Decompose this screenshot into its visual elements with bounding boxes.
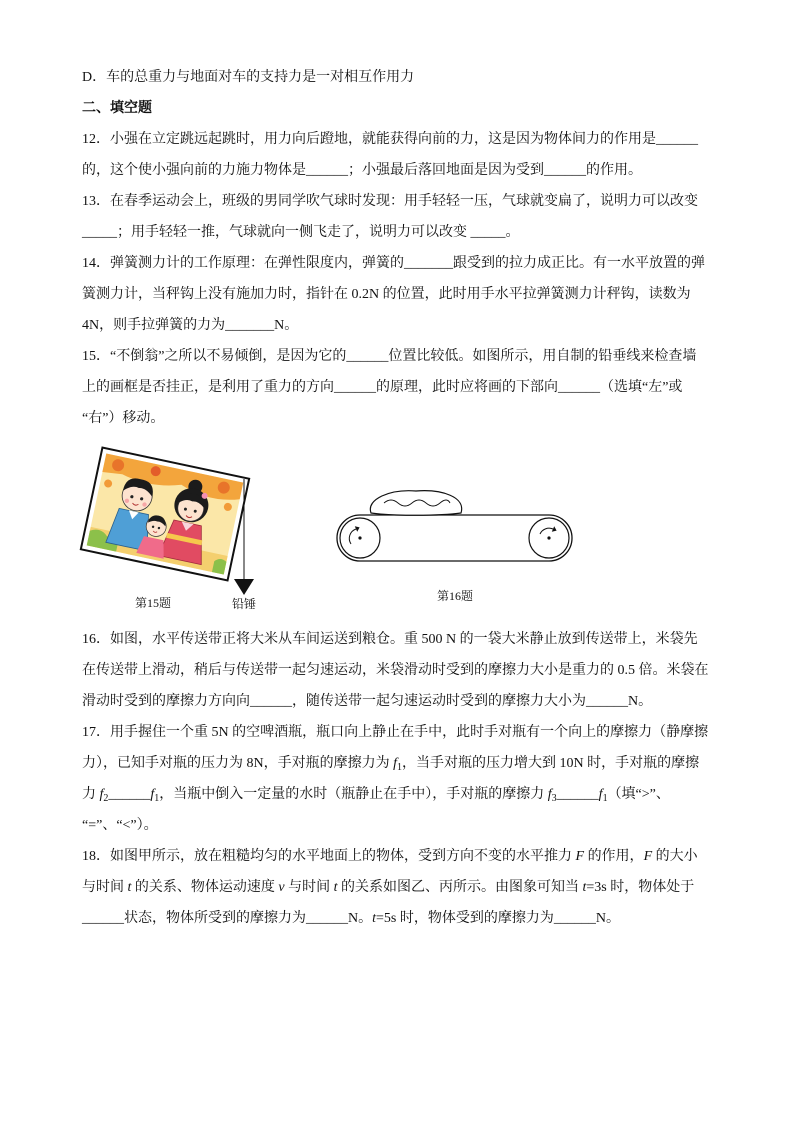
q18-line-1 xyxy=(82,841,709,872)
q15-line-1: 15．“不倒翁”之所以不易倾倒，是因为它的______位置比较低。如图所示，用自制的铅垂线来检查墙 xyxy=(82,349,697,364)
q17-line-4: “=”、“<”）。 xyxy=(82,818,158,833)
q17-line-3-text-b: ，当瓶中倒入一定量的水时（瓶静止在手中），手对瓶的摩擦力 xyxy=(159,787,548,802)
q17-line-1: 17．用手握住一个重 5N 的空啤酒瓶，瓶口向上静止在手中，此时手对瓶有一个向上的摩擦力（静摩擦 xyxy=(82,725,709,740)
picture-frame xyxy=(81,448,249,581)
variable-f: f xyxy=(150,787,155,802)
q13-line-1: 13．在春季运动会上，班级的男同学吹气球时发现：用手轻轻一压，气球就变扁了，说明力可以改变 xyxy=(82,194,698,209)
text-block-upper xyxy=(82,62,705,434)
right-pulley-rotation-arrow-icon xyxy=(540,528,553,534)
q18-line-3-text-b: =5s 时，物体受到的摩擦力为______N。 xyxy=(376,911,620,926)
q12-line-2: 的，这个使小强向前的力施力物体是______；小强最后落回地面是因为受到______的作用。 xyxy=(82,163,642,178)
variable-t: t xyxy=(582,880,587,895)
q18-line-1-text-c: 的大小 xyxy=(652,849,698,864)
figure-16-caption: 第16题 xyxy=(436,589,474,603)
q14-line-2: 簧测力计，当秤钩上没有施加力时，指针在 0.2N 的位置，此时用手水平拉弹簧测力计秤钩，读数为 xyxy=(82,287,691,302)
q13-line-2: _____；用手轻轻一推，气球就向一侧飞走了，说明力可以改变 _____。 xyxy=(82,225,520,240)
right-pulley xyxy=(529,518,569,558)
variable-t: t xyxy=(372,911,377,926)
variable-t: t xyxy=(127,880,132,895)
q17-line-2-text-b: ，当手对瓶的压力增大到 10N 时，手对瓶的摩擦 xyxy=(402,756,700,771)
subscript: 1 xyxy=(602,793,608,804)
q18-line-2-text-a: 与时间 xyxy=(82,880,128,895)
plumb-bob-label: 铅锤 xyxy=(231,597,257,611)
figure-15 xyxy=(81,448,256,611)
figure-15-caption: 第15题 xyxy=(134,596,172,610)
q18-line-2-text-c: 与时间 xyxy=(284,880,334,895)
subscript: 1 xyxy=(154,793,160,804)
q14-line-1: 14．弹簧测力计的工作原理：在弹性限度内，弹簧的_______跟受到的拉力成正比。有一水平放置的弹 xyxy=(82,256,705,271)
q15-line-2: 上的画框是否挂正，是利用了重力的方向______的原理，此时应将画的下部向______（选填“左”或 xyxy=(82,380,683,395)
option-d-text: D．车的总重力与地面对车的支持力是一对相互作用力 xyxy=(82,70,415,85)
variable-F: F xyxy=(575,849,585,864)
variable-f: f xyxy=(393,756,397,771)
variable-f: f xyxy=(99,787,104,802)
left-pulley-rotation-arrow-icon xyxy=(349,529,356,544)
subscript: 1 xyxy=(397,762,402,773)
answer-blank: ______ xyxy=(108,787,151,802)
q17-line-3-text-a: 力 xyxy=(82,787,100,802)
figure-16 xyxy=(337,491,572,603)
q17-line-3 xyxy=(82,779,709,810)
q14-line-3: 4N，则手拉弹簧的力为_______N。 xyxy=(82,318,299,333)
plumb-bob xyxy=(234,579,254,595)
q17-line-3-text-c: （填“>”、 xyxy=(607,787,670,802)
text-block-lower xyxy=(82,624,709,934)
q18-line-3-text-a: ______状态，物体所受到的摩擦力为______N。 xyxy=(82,911,373,926)
q16-line-3: 滑动时受到的摩擦力方向向______，随传送带一起匀速运动时受到的摩擦力大小为______N。 xyxy=(82,694,653,709)
q15-line-3: “右”）移动。 xyxy=(82,411,165,426)
q18-line-3 xyxy=(82,903,709,934)
q18-line-1-text-a: 18．如图甲所示，放在粗糙均匀的水平地面上的物体，受到方向不变的水平推力 xyxy=(82,849,576,864)
variable-f: f xyxy=(598,787,603,802)
variable-f: f xyxy=(547,787,552,802)
q16-line-2: 在传送带上滑动，稍后与传送带一起匀速运动，米袋滑动时受到的摩擦力大小是重力的 0.5 倍。米袋在 xyxy=(82,663,709,678)
variable-v: v xyxy=(278,880,285,895)
section-title: 二、填空题 xyxy=(82,101,152,116)
q12-line-1: 12．小强在立定跳远起跳时，用力向后蹬地，就能获得向前的力，这是因为物体间力的作用是______ xyxy=(82,132,698,147)
subscript: 3 xyxy=(551,793,557,804)
subscript: 2 xyxy=(103,793,109,804)
rice-bag xyxy=(370,491,461,516)
left-pulley xyxy=(340,518,380,558)
q17-line-2 xyxy=(82,748,709,779)
q16-line-1: 16．如图，水平传送带正将大米从车间运送到粮仓。重 500 N 的一袋大米静止放到传送带上，米袋先 xyxy=(82,632,698,647)
q17-line-2-text-a: 力），已知手对瓶的压力为 8N，手对瓶的摩擦力为 xyxy=(82,756,394,771)
variable-t: t xyxy=(333,880,338,895)
q18-line-2-text-b: 的关系、物体运动速度 xyxy=(131,880,279,895)
variable-F: F xyxy=(643,849,653,864)
q18-line-2-text-d: 的关系如图乙、丙所示。由图象可知当 xyxy=(337,880,583,895)
q18-line-1-text-b: 的作用， xyxy=(584,849,644,864)
figure-area xyxy=(0,434,794,624)
q18-line-2-text-e: =3s 时，物体处于 xyxy=(586,880,695,895)
q18-line-2 xyxy=(82,872,709,903)
answer-blank: ______ xyxy=(556,787,599,802)
